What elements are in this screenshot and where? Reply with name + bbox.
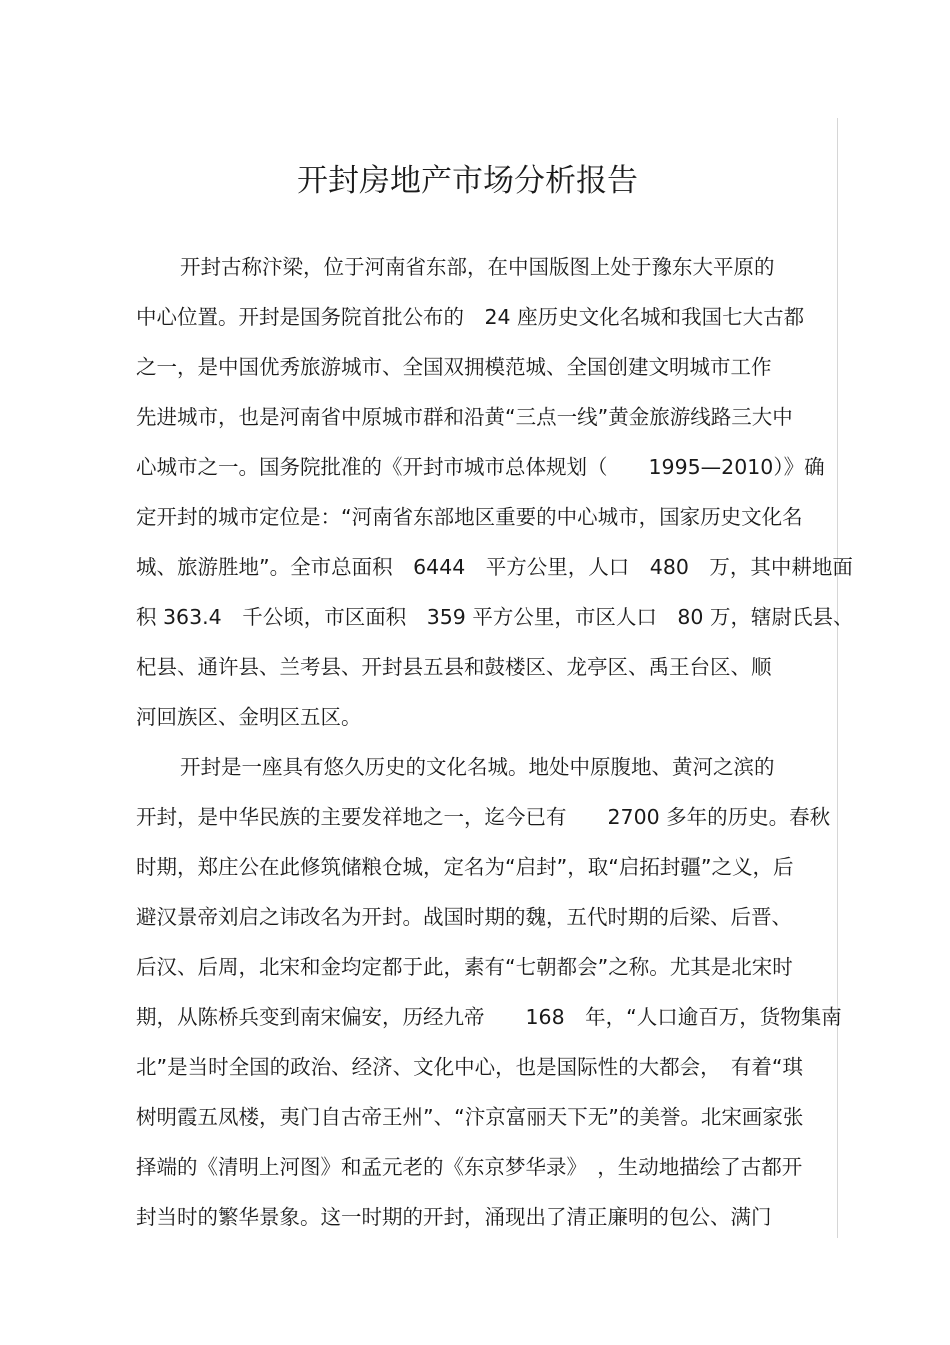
text-line: 开封古称汴梁，位于河南省东部，在中国版图上处于豫东大平原的 xyxy=(180,255,775,279)
text-line: 树明霞五凤楼，夷门自古帝王州”、“汴京富丽天下无”的美誉。北宋画家张 xyxy=(136,1105,804,1129)
paragraph-1 xyxy=(136,242,856,742)
text-line: 河回族区、金明区五区。 xyxy=(136,705,362,729)
text-line: 城、旅游胜地”。全市总面积 6444 平方公里，人口 480 万，其中耕地面 xyxy=(136,555,853,579)
text-line: 开封是一座具有悠久历史的文化名城。地处中原腹地、黄河之滨的 xyxy=(180,755,775,779)
text-line: 定开封的城市定位是：“河南省东部地区重要的中心城市，国家历史文化名 xyxy=(136,505,803,529)
text-line: 时期，郑庄公在此修筑储粮仓城，定名为“启封”，取“启拓封疆”之义，后 xyxy=(136,855,794,879)
text-line: 择端的《清明上河图》和孟元老的《东京梦华录》 ，生动地描绘了古都开 xyxy=(136,1155,803,1179)
text-line: 之一，是中国优秀旅游城市、全国双拥模范城、全国创建文明城市工作 xyxy=(136,355,772,379)
text-line: 先进城市，也是河南省中原城市群和沿黄“三点一线”黄金旅游线路三大中 xyxy=(136,405,793,429)
text-line: 开封，是中华民族的主要发祥地之一，迄今已有 2700 多年的历史。春秋 xyxy=(136,805,831,829)
text-line: 后汉、后周，北宋和金均定都于此，素有“七朝都会”之称。尤其是北宋时 xyxy=(136,955,793,979)
text-line: 封当时的繁华景象。这一时期的开封，涌现出了清正廉明的包公、满门 xyxy=(136,1205,772,1229)
text-line: 心城市之一。国务院批准的《开封市城市总体规划（ 1995—2010）》确 xyxy=(136,455,825,479)
text-line: 中心位置。开封是国务院首批公布的 24 座历史文化名城和我国七大古都 xyxy=(136,305,805,329)
paragraph-2 xyxy=(136,742,856,1242)
text-line: 杞县、通许县、兰考县、开封县五县和鼓楼区、龙亭区、禹王台区、顺 xyxy=(136,655,772,679)
text-line: 避汉景帝刘启之讳改名为开封。战国时期的魏，五代时期的后梁、后晋、 xyxy=(136,905,792,929)
document-body xyxy=(136,242,856,1242)
text-line: 北”是当时全国的政治、经济、文化中心，也是国际性的大都会， 有着“琪 xyxy=(136,1055,803,1079)
document-title: 开封房地产市场分析报告 xyxy=(297,162,638,199)
text-line: 积 363.4 千公顷，市区面积 359 平方公里，市区人口 80 万，辖尉氏县、 xyxy=(136,605,854,629)
text-line: 期，从陈桥兵变到南宋偏安，历经九帝 168 年，“人口逾百万，货物集南 xyxy=(136,1005,842,1029)
